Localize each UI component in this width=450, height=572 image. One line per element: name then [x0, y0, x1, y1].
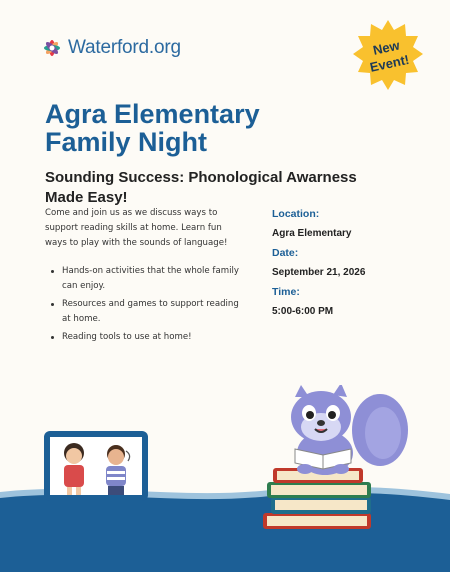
badge-line1: New: [371, 37, 401, 58]
new-event-badge: [350, 18, 426, 94]
children-photo: [44, 431, 148, 501]
squirrel-reading-icon: [255, 385, 415, 545]
title-line1: Agra Elementary: [45, 99, 260, 129]
logo-text: Waterford.org: [68, 37, 181, 58]
list-item: Hands-on activities that the whole family can enjoy.: [49, 264, 249, 294]
event-subtitle: Sounding Success: Phonological Awarness Made Easy!: [45, 169, 357, 206]
intro-paragraph: Come and join us as we discuss ways to support reading skills at home. Learn fun ways to play with the sounds of language!: [45, 208, 228, 248]
time-value: 5:00-6:00 PM: [272, 306, 334, 317]
list-item: Resources and games to support reading at home.: [49, 297, 249, 327]
location-value: Agra Elementary: [272, 228, 352, 239]
waterford-logo-icon: [40, 36, 64, 60]
event-details: [272, 205, 442, 322]
badge-line2: Event!: [368, 51, 411, 75]
time-label: Time:: [272, 286, 300, 298]
date-value: September 21, 2026: [272, 267, 366, 278]
page-title: [45, 100, 345, 156]
list-item: Reading tools to use at home!: [49, 330, 249, 345]
title-line2: Family Night: [45, 127, 208, 157]
children-photo-icon: [50, 437, 142, 495]
logo: [40, 36, 181, 60]
location-label: Location:: [272, 208, 320, 220]
activity-list: [49, 264, 249, 348]
date-label: Date:: [272, 247, 299, 259]
